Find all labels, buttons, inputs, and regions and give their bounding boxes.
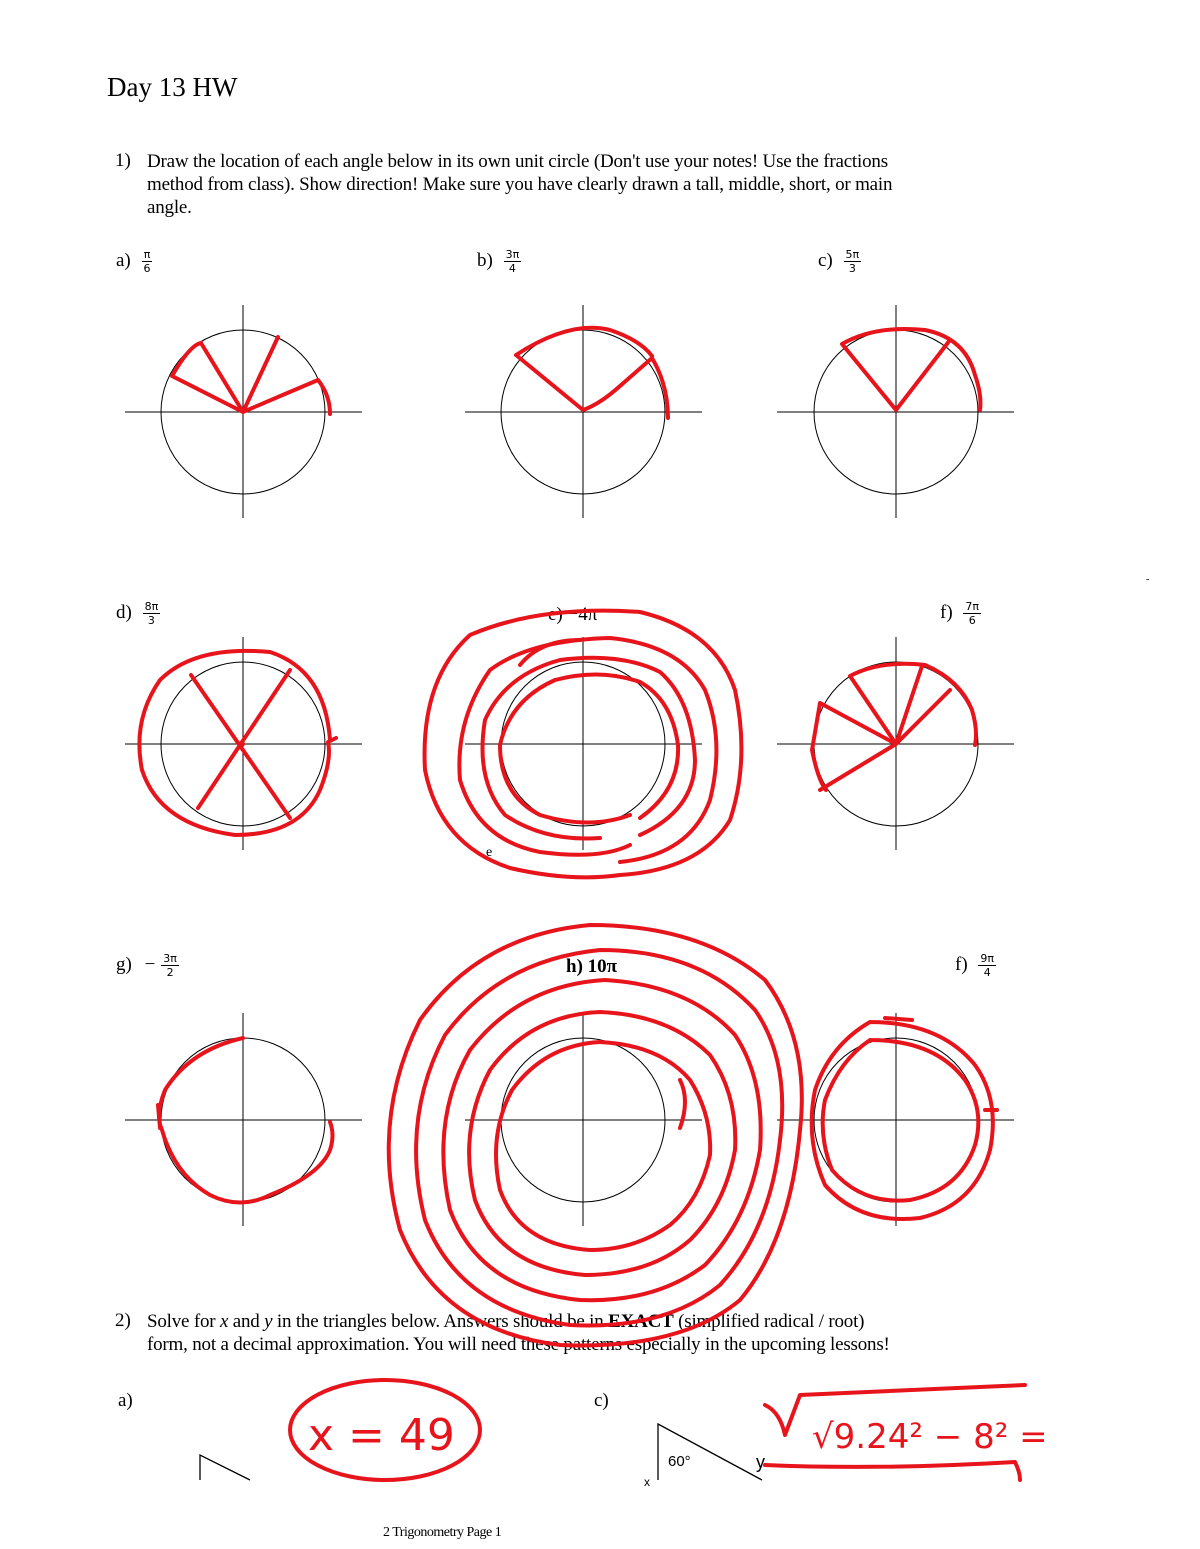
item-b-letter: b): [477, 249, 493, 271]
unit-circles: [125, 305, 1014, 1226]
triangle-a: [200, 1455, 250, 1480]
question-1-line-2: method from class). Show direction! Make sure you have clearly drawn a tall, middle, short, or main: [147, 174, 893, 195]
q2-exact: EXACT: [608, 1311, 674, 1332]
page-footer: 2 Trigonometry Page 1: [383, 1525, 502, 1540]
item-b-denominator: 4: [508, 262, 516, 275]
q2-var-y: y: [264, 1311, 273, 1332]
part-c-label: c): [594, 1390, 609, 1411]
triangle-c: [658, 1424, 762, 1480]
q2-text-d: (simplified radical / root): [673, 1311, 865, 1332]
item-f-numerator: 7π: [965, 600, 980, 613]
edge-mark: -: [1146, 574, 1150, 585]
ink-g-tick: [158, 1105, 160, 1128]
item-g-denominator: 2: [166, 966, 174, 979]
handwritten-ink: [139, 328, 1047, 1480]
ink-b: [516, 328, 668, 418]
item-c-letter: c): [818, 249, 833, 271]
item-a-denominator: 6: [143, 262, 151, 275]
item-i-denominator: 4: [983, 966, 991, 979]
ink-h-loop-5: [496, 1042, 710, 1250]
triangle-c-angle: 60°: [668, 1453, 691, 1470]
part-a-label: a): [118, 1390, 133, 1411]
stray-mark: e: [486, 845, 493, 860]
item-c-numerator: 5π: [845, 248, 860, 261]
ink-work-underline: [765, 1462, 1020, 1480]
ink-c: [842, 329, 980, 410]
ink-work-c: √9.24² − 8² =: [812, 1417, 1048, 1457]
ink-answer-a: x = 49: [308, 1410, 455, 1461]
item-h-label: h) 10π: [566, 956, 618, 977]
ink-b-rays: [516, 328, 668, 418]
item-g-letter: g): [116, 953, 132, 975]
ink-h-tail: [680, 1080, 685, 1128]
triangle-c-x: x: [644, 1475, 650, 1489]
ink-h-loop-4: [469, 1012, 735, 1275]
ink-a: [172, 337, 330, 414]
ink-h-loop-1: [389, 925, 802, 1345]
item-a-numerator: π: [143, 248, 151, 261]
item-a-letter: a): [116, 249, 131, 271]
ink-f-rays: [812, 664, 976, 790]
item-e-label: e) −4π: [548, 604, 598, 625]
question-1-number: 1): [115, 150, 131, 171]
item-f-denominator: 6: [968, 614, 976, 627]
ink-h-loop-3: [443, 980, 760, 1300]
item-i-letter: f): [955, 953, 968, 975]
item-d-numerator: 8π: [144, 600, 159, 613]
item-i-numerator: 9π: [980, 952, 995, 965]
item-d-denominator: 3: [147, 614, 155, 627]
ink-a-rays: [172, 337, 330, 414]
ink-e-loop-4: [500, 674, 678, 822]
item-g-minus: −: [144, 953, 156, 975]
item-f-letter: f): [940, 601, 953, 623]
item-b-numerator: 3π: [505, 248, 520, 261]
ink-d: [139, 651, 336, 835]
q2-text-b: and: [228, 1311, 265, 1332]
ink-i-loop-1: [812, 1022, 993, 1219]
question-2-number: 2): [115, 1310, 131, 1331]
ink-h: [389, 925, 802, 1345]
q2-var-x: x: [219, 1311, 229, 1332]
ink-i-ticks: [885, 1018, 997, 1110]
question-1-line-1: Draw the location of each angle below in its own unit circle (Don't use your notes! Use the fractions: [147, 151, 888, 172]
q2-text-a: Solve for: [147, 1311, 220, 1332]
ink-c-rays: [842, 329, 980, 410]
item-d-letter: d): [116, 601, 132, 623]
item-c-denominator: 3: [848, 262, 856, 275]
question-1-line-3: angle.: [147, 197, 192, 218]
q2-text-c: in the triangles below. Answers should be in: [272, 1311, 609, 1332]
item-g-numerator: 3π: [163, 952, 177, 965]
ink-e-loop-3: [483, 658, 696, 839]
triangles: [200, 1424, 765, 1489]
question-2-line-2: form, not a decimal approximation. You will need these patterns especially in the upcoming lessons!: [147, 1334, 890, 1355]
ink-i: [812, 1018, 997, 1219]
page-title: Day 13 HW: [107, 72, 238, 102]
triangle-c-y: y: [756, 1452, 765, 1472]
ink-f: [812, 664, 976, 790]
